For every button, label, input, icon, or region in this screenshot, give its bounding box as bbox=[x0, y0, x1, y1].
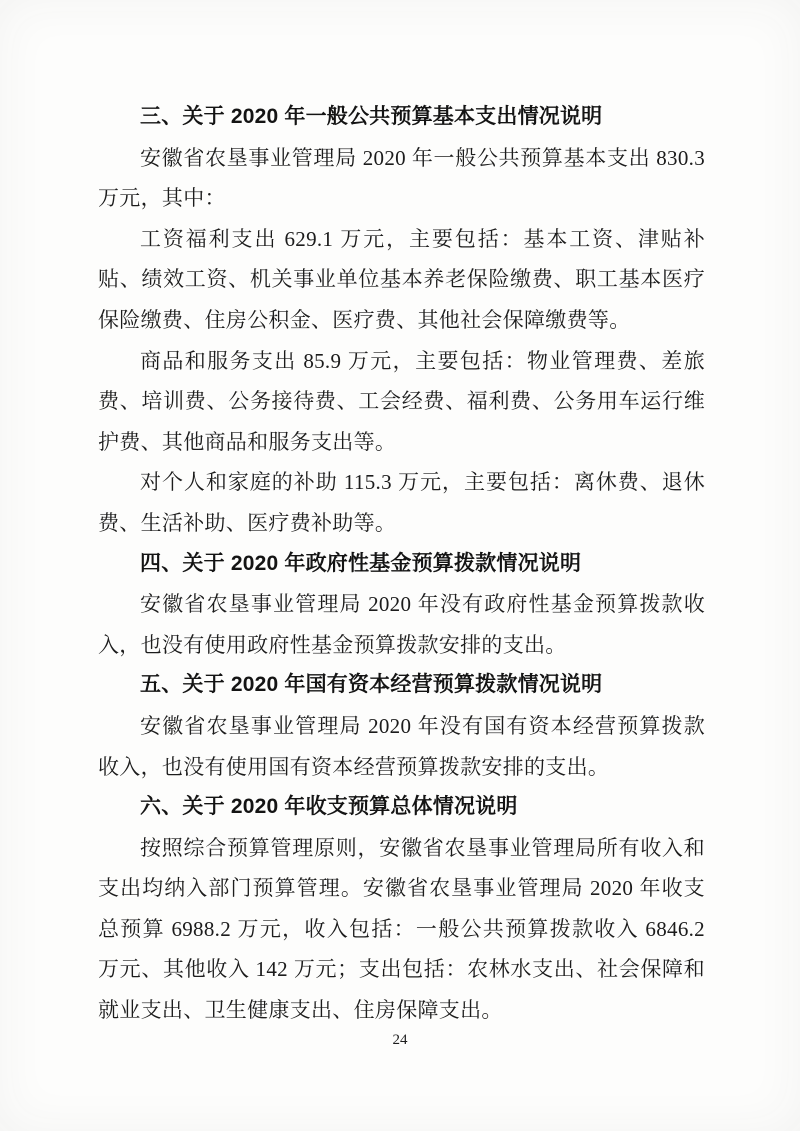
heading-overall-budget: 六、关于 2020 年收支预算总体情况说明 bbox=[140, 795, 518, 819]
para-basic-expenditure-total: 安徽省农垦事业管理局 2020 年一般公共预算基本支出 830.3 万元，其中： bbox=[98, 145, 705, 211]
para-individual-family-subsidy: 对个人和家庭的补助 115.3 万元，主要包括：离休费、退休费、生活补助、医疗费补助等。 bbox=[98, 470, 705, 535]
para-govt-fund-budget: 安徽省农垦事业管理局 2020 年没有政府性基金预算拨款收入，也没有使用政府性基金预算拨款安排的支出。 bbox=[98, 592, 705, 657]
para-state-capital-budget: 安徽省农垦事业管理局 2020 年没有国有资本经营预算拨款收入，也没有使用国有资本经营预算拨款安排的支出。 bbox=[98, 713, 705, 779]
page-footer bbox=[0, 1031, 800, 1049]
para-salary-welfare-expenditure: 工资福利支出 629.1 万元，主要包括：基本工资、津贴补贴、绩效工资、机关事业单位基本养老保险缴费、职工基本医疗保险缴费、住房公积金、医疗费、其他社会保障缴费等。 bbox=[98, 226, 705, 332]
document-body bbox=[98, 97, 705, 1031]
heading-state-capital-budget: 五、关于 2020 年国有资本经营预算拨款情况说明 bbox=[140, 673, 603, 697]
heading-govt-fund-budget: 四、关于 2020 年政府性基金预算拨款情况说明 bbox=[140, 551, 582, 575]
page-number: 24 bbox=[392, 1032, 408, 1048]
para-overall-budget: 按照综合预算管理原则，安徽省农垦事业管理局所有收入和支出均纳入部门预算管理。安徽省农垦事业管理局 2020 年收支总预算 6988.2 万元，收入包括：一般公共预算拨款收入 6846.2 万元、其他收入 142 万元；支出包括：农林水支出、社会保障和就业支出、卫生健康支出、住房保障支出。 bbox=[98, 835, 705, 1023]
para-goods-services-expenditure: 商品和服务支出 85.9 万元，主要包括：物业管理费、差旅费、培训费、公务接待费、工会经费、福利费、公务用车运行维护费、其他商品和服务支出等。 bbox=[98, 348, 705, 454]
heading-basic-expenditure: 三、关于 2020 年一般公共预算基本支出情况说明 bbox=[140, 105, 603, 128]
